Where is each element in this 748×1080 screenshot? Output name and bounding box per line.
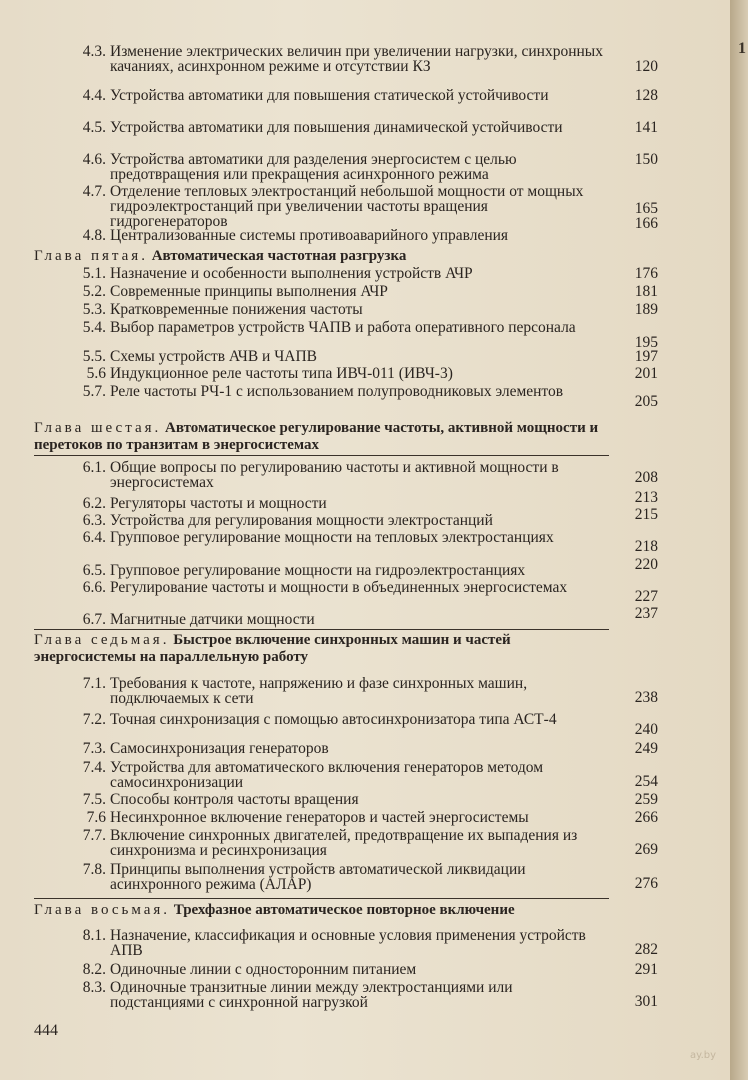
section-title: Регулирование частоты и мощности в объединенных энергосистемах bbox=[110, 579, 568, 596]
section-title: Кратковременные понижения частоты bbox=[110, 301, 363, 318]
section-title: Схемы устройств АЧВ и ЧАПВ bbox=[110, 348, 318, 365]
section-page: 128 bbox=[634, 87, 658, 104]
chapter-rule bbox=[34, 898, 609, 899]
section-number: 8.1. bbox=[82, 927, 106, 944]
section-number: 4.5. bbox=[82, 119, 106, 136]
section-page: 291 bbox=[634, 961, 658, 978]
section-number: 5.6 bbox=[86, 365, 106, 382]
section-title: Назначение, классификация и основные условия применения устройств АПВ bbox=[110, 927, 586, 959]
section-title: Устройства автоматики для разделения энергосистем с целью предотвращения или прекращения асинхронного режима bbox=[110, 151, 517, 183]
section-number: 7.3. bbox=[82, 740, 106, 757]
section-page: 208 bbox=[634, 469, 658, 486]
section-page: 249 bbox=[634, 740, 658, 757]
section-page: 259 bbox=[634, 791, 658, 808]
section-page: 266 bbox=[634, 809, 658, 826]
watermark: ay.by bbox=[690, 1050, 717, 1061]
section-number: 5.2. bbox=[82, 283, 106, 300]
section-page: 150 bbox=[634, 151, 658, 168]
section-page: 218 bbox=[634, 538, 658, 555]
section-title: Общие вопросы по регулированию частоты и активной мощности в энергосистемах bbox=[110, 459, 559, 491]
section-number: 4.6. bbox=[82, 151, 106, 168]
section-number: 5.3. bbox=[82, 301, 106, 318]
section-number: 4.8. bbox=[82, 227, 106, 244]
section-title: Групповое регулирование мощности на тепловых электростанциях bbox=[110, 529, 554, 546]
section-title: Изменение электрических величин при увеличении нагрузки, синхронных качаниях, асинхронном режиме и отсутствии КЗ bbox=[110, 43, 603, 75]
section-page: 237 bbox=[634, 605, 658, 622]
chapter-label: Глава восьмая. bbox=[34, 902, 171, 918]
chapter-heading bbox=[34, 420, 614, 454]
section-page: 201 bbox=[634, 365, 658, 382]
section-title: Устройства автоматики для повышения динамической устойчивости bbox=[110, 119, 563, 136]
section-title: Устройства автоматики для повышения статической устойчивости bbox=[110, 87, 549, 104]
section-number: 8.3. bbox=[82, 979, 106, 996]
section-number: 6.7. bbox=[82, 611, 106, 628]
page-number: 444 bbox=[34, 1022, 58, 1039]
section-page: 269 bbox=[634, 841, 658, 858]
section-number: 6.4. bbox=[82, 529, 106, 546]
section-title: Включение синхронных двигателей, предотвращение их выпадения из синхронизма и ресинхронизация bbox=[110, 827, 578, 859]
section-title: Централизованные системы противоаварийного управления bbox=[110, 227, 509, 244]
section-title: Современные принципы выполнения АЧР bbox=[110, 283, 388, 300]
section-page: 301 bbox=[634, 993, 658, 1010]
section-number: 5.1. bbox=[82, 265, 106, 282]
section-page: 205 bbox=[634, 393, 658, 410]
section-title: Индукционное реле частоты типа ИВЧ-011 (ИВЧ-3) bbox=[110, 365, 453, 382]
section-number: 7.8. bbox=[82, 861, 106, 878]
section-number: 4.7. bbox=[82, 183, 106, 200]
chapter-heading bbox=[34, 632, 614, 666]
section-title: Одиночные линии с односторонним питанием bbox=[110, 961, 417, 978]
edge-mark: 1 bbox=[738, 40, 746, 57]
section-number: 5.5. bbox=[82, 348, 106, 365]
chapter-rule bbox=[34, 629, 609, 630]
section-number: 7.5. bbox=[82, 791, 106, 808]
section-page: 227 bbox=[634, 588, 658, 605]
section-number: 4.4. bbox=[82, 87, 106, 104]
chapter-heading bbox=[34, 902, 614, 919]
section-page: 215 bbox=[634, 506, 658, 523]
section-title: Несинхронное включение генераторов и частей энергосистемы bbox=[110, 809, 529, 826]
section-number: 6.6. bbox=[82, 579, 106, 596]
section-title: Устройства для регулирования мощности электростанций bbox=[110, 512, 493, 529]
section-page: 141 bbox=[634, 119, 658, 136]
section-number: 5.7. bbox=[82, 383, 106, 400]
section-page: 282 bbox=[634, 941, 658, 958]
section-title: Устройства для автоматического включения генераторов методом самосинхронизации bbox=[110, 759, 544, 791]
chapter-rule bbox=[34, 455, 609, 456]
chapter-title: Автоматическая частотная разгрузка bbox=[151, 248, 407, 264]
section-page: 276 bbox=[634, 875, 658, 892]
chapter-label: Глава шестая. bbox=[34, 420, 162, 436]
section-number: 5.4. bbox=[82, 319, 106, 336]
section-title: Назначение и особенности выполнения устройств АЧР bbox=[110, 265, 473, 282]
section-title: Принципы выполнения устройств автоматической ликвидации асинхронного режима (АЛАР) bbox=[110, 861, 526, 893]
section-number: 8.2. bbox=[82, 961, 106, 978]
section-page: 195 bbox=[634, 334, 658, 351]
section-page: 166 bbox=[634, 215, 658, 232]
section-title: Самосинхронизация генераторов bbox=[110, 740, 329, 757]
section-title: Одиночные транзитные линии между электростанциями или подстанциями с синхронной нагрузкой bbox=[110, 979, 513, 1011]
section-page: 240 bbox=[634, 721, 658, 738]
section-title: Регуляторы частоты и мощности bbox=[110, 495, 327, 512]
section-number: 7.4. bbox=[82, 759, 106, 776]
section-number: 4.3. bbox=[82, 43, 106, 60]
section-number: 7.7. bbox=[82, 827, 106, 844]
section-page: 220 bbox=[634, 556, 658, 573]
section-number: 7.6 bbox=[86, 809, 106, 826]
section-title: Групповое регулирование мощности на гидроэлектростанциях bbox=[110, 562, 526, 579]
section-title: Реле частоты РЧ-1 с использованием полупроводниковых элементов bbox=[110, 383, 564, 400]
section-number: 6.1. bbox=[82, 459, 106, 476]
section-page: 120 bbox=[634, 58, 658, 75]
section-page: 189 bbox=[634, 301, 658, 318]
chapter-title: Трехфазное автоматическое повторное включение bbox=[173, 902, 515, 918]
section-title: Точная синхронизация с помощью автосинхронизатора типа АСТ-4 bbox=[110, 711, 557, 728]
section-number: 6.3. bbox=[82, 512, 106, 529]
chapter-label: Глава пятая. bbox=[34, 248, 148, 264]
section-title: Требования к частоте, напряжению и фазе синхронных машин, подключаемых к сети bbox=[110, 675, 528, 707]
section-page: 254 bbox=[634, 773, 658, 790]
page-edge bbox=[730, 0, 748, 1080]
section-number: 6.2. bbox=[82, 495, 106, 512]
section-title: Отделение тепловых электростанций небольшой мощности от мощных гидроэлектростанций при увеличении частоты вращения гидрогенераторов bbox=[110, 183, 584, 230]
section-number: 6.5. bbox=[82, 562, 106, 579]
section-title: Способы контроля частоты вращения bbox=[110, 791, 359, 808]
chapter-heading bbox=[34, 248, 614, 265]
section-page: 197 bbox=[634, 348, 658, 365]
section-page: 238 bbox=[634, 689, 658, 706]
section-page: 181 bbox=[634, 283, 658, 300]
section-page: 176 bbox=[634, 265, 658, 282]
chapter-label: Глава седьмая. bbox=[34, 632, 170, 648]
section-number: 7.1. bbox=[82, 675, 106, 692]
chapter-title: Автоматическое регулирование частоты, активной мощности и перетоков по транзитам в энергосистемах bbox=[34, 420, 599, 453]
section-title: Магнитные датчики мощности bbox=[110, 611, 315, 628]
section-page: 213 bbox=[634, 489, 658, 506]
section-title: Выбор параметров устройств ЧАПВ и работа оперативного персонала bbox=[110, 319, 576, 336]
chapter-title: Быстрое включение синхронных машин и частей энергосистемы на параллельную работу bbox=[34, 632, 511, 665]
section-number: 7.2. bbox=[82, 711, 106, 728]
section-page: 165 bbox=[634, 200, 658, 217]
